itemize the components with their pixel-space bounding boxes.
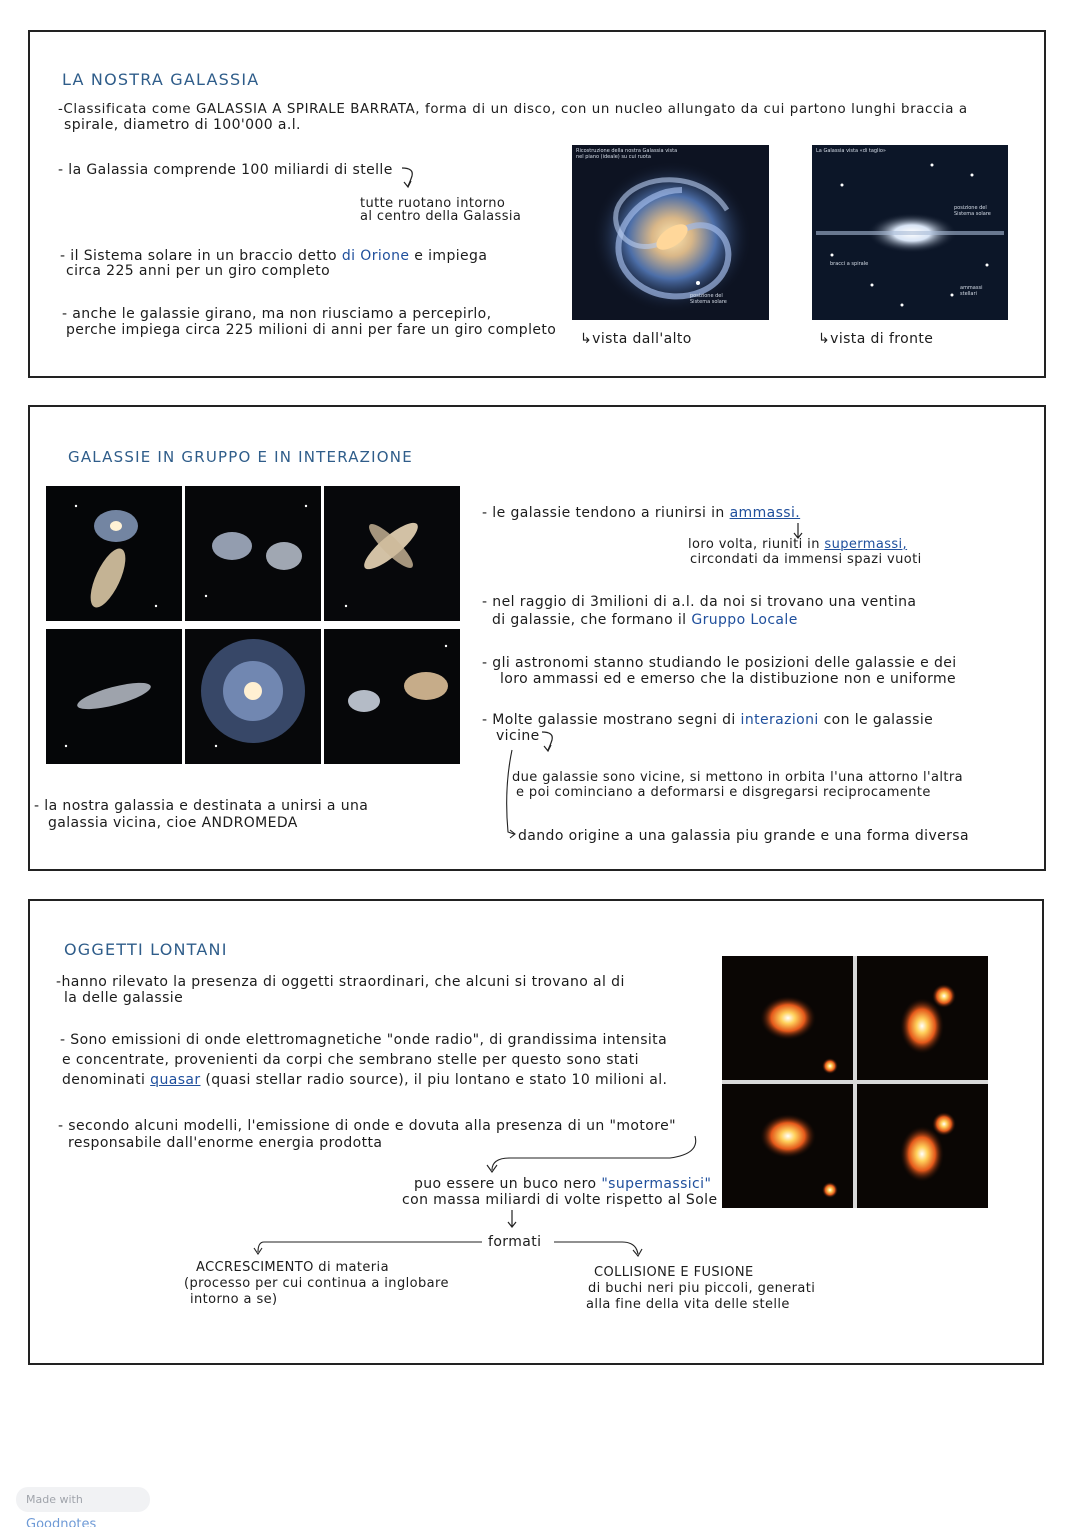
text-segment: (quasi stellar radio source), il piu lontano e stato 10 milioni al. — [205, 1072, 668, 1088]
image-caption: Ricostruzione della nostra Galassia vista nel piano (ideale) su cui ruota — [576, 148, 678, 160]
text-note: ACCRESCIMENTO di materia — [196, 1260, 389, 1275]
text-note: tutte ruotano intorno — [360, 196, 506, 211]
text-line: e concentrate, provenienti da corpi che sembrano stelle per questo sono stati — [62, 1052, 639, 1068]
text-line: - la nostra galassia e destinata a unirsi a una — [34, 798, 369, 814]
text-segment: denominati — [62, 1072, 146, 1088]
text-note: e poi cominciano a deformarsi e disgregarsi reciprocamente — [516, 785, 931, 800]
text-line: - nel raggio di 3milioni di a.l. da noi si trovano una ventina — [482, 594, 917, 610]
text-segment: con le galassie — [823, 712, 934, 728]
text-line: con massa miliardi di volte rispetto al Sole — [402, 1192, 718, 1208]
made-with-goodnotes-badge — [16, 1487, 150, 1527]
highlight-term: di Orione — [341, 248, 410, 264]
highlight-term: interazioni — [740, 712, 819, 728]
text-note: circondati da immensi spazi vuoti — [690, 552, 922, 567]
text-line: dando origine a una galassia piu grande e una forma diversa — [518, 828, 969, 844]
text-line: galassia vicina, cioe ANDROMEDA — [48, 815, 298, 831]
highlight-term: ammassi. — [729, 505, 801, 521]
text-segment: puo essere un buco nero — [414, 1176, 597, 1192]
made-with-label: Made with — [26, 1493, 83, 1506]
quasar-image-grid — [722, 956, 988, 1208]
highlight-term: quasar — [150, 1072, 201, 1088]
section-title: GALASSIE IN GRUPPO E IN INTERAZIONE — [68, 448, 413, 466]
highlight-term: "supermassici" — [601, 1176, 712, 1192]
text-line: vicine — [496, 728, 540, 744]
curved-arrow-icon — [540, 726, 560, 754]
text-line: circa 225 anni per un giro completo — [66, 263, 331, 279]
text-note: (processo per cui continua a inglobare — [184, 1276, 449, 1291]
brand-label: Goodnotes — [26, 1517, 97, 1527]
image-label: ammassi stellari — [960, 285, 983, 297]
text-segment: - le galassie tendono a riunirsi in — [482, 505, 725, 521]
image-label: bracci a spirale — [830, 261, 869, 267]
text-line: - la Galassia comprende 100 miliardi di stelle — [58, 162, 393, 178]
text-line: -hanno rilevato la presenza di oggetti straordinari, che alcuni si trovano al di — [56, 974, 625, 990]
down-arrow-icon — [507, 1210, 517, 1228]
highlight-term: Gruppo Locale — [691, 612, 798, 628]
image-note: ↳vista di fronte — [818, 331, 934, 347]
text-segment: di galassie, che formano il — [492, 612, 687, 628]
section-title: LA NOSTRA GALASSIA — [62, 70, 260, 89]
curved-arrow-icon — [400, 162, 420, 190]
text-line: la delle galassie — [64, 990, 184, 1006]
highlight-term: supermassi, — [824, 537, 908, 552]
text-note: due galassie sono vicine, si mettono in orbita l'una attorno l'altra — [512, 770, 964, 785]
text-line: - gli astronomi stanno studiando le posizioni delle galassie e dei — [482, 655, 957, 671]
text-note: COLLISIONE E FUSIONE — [594, 1265, 754, 1280]
text-line: - anche le galassie girano, ma non riusciamo a percepirlo, — [62, 306, 492, 322]
text-line: spirale, diametro di 100'000 a.l. — [64, 117, 301, 133]
text-line: formati — [488, 1234, 542, 1250]
image-label: posizione del Sistema solare — [954, 205, 991, 217]
text-line: loro ammassi ed e emerso che la distibuzione non e uniforme — [500, 671, 957, 687]
curved-arrow-icon — [480, 1134, 710, 1176]
text-line: responsabile dall'enorme energia prodotta — [68, 1135, 383, 1151]
text-line: - Sono emissioni di onde elettromagnetiche "onde radio", di grandissima intensita — [60, 1032, 668, 1048]
image-label: posizione del Sistema solare — [690, 293, 727, 305]
text-segment: - Molte galassie mostrano segni di — [482, 712, 736, 728]
image-note: ↳vista dall'alto — [580, 331, 692, 347]
image-caption: La Galassia vista «di taglio» — [816, 148, 886, 154]
text-line: perche impiega circa 225 milioni di anni per fare un giro completo — [66, 322, 557, 338]
text-line: -Classificata come GALASSIA A SPIRALE BARRATA, forma di un disco, con un nucleo allungato da cui partono lunghi braccia a — [58, 102, 968, 117]
text-segment: loro volta, riuniti in — [688, 537, 820, 552]
text-note: al centro della Galassia — [360, 209, 522, 224]
text-note: alla fine della vita delle stelle — [586, 1297, 790, 1312]
left-branch-arrow-icon — [250, 1234, 486, 1258]
text-segment: - il Sistema solare in un braccio detto — [60, 248, 337, 264]
text-note: di buchi neri piu piccoli, generati — [588, 1281, 816, 1296]
right-branch-arrow-icon — [552, 1234, 644, 1260]
milky-way-top-view-image — [572, 145, 769, 320]
text-note: intorno a se) — [190, 1292, 278, 1307]
milky-way-edge-view-image — [812, 145, 1008, 320]
section-title: OGGETTI LONTANI — [64, 940, 228, 959]
text-line: - secondo alcuni modelli, l'emissione di onde e dovuta alla presenza di un "motore" — [58, 1118, 676, 1134]
text-segment: e impiega — [414, 248, 488, 264]
interacting-galaxies-image-grid — [46, 486, 460, 764]
